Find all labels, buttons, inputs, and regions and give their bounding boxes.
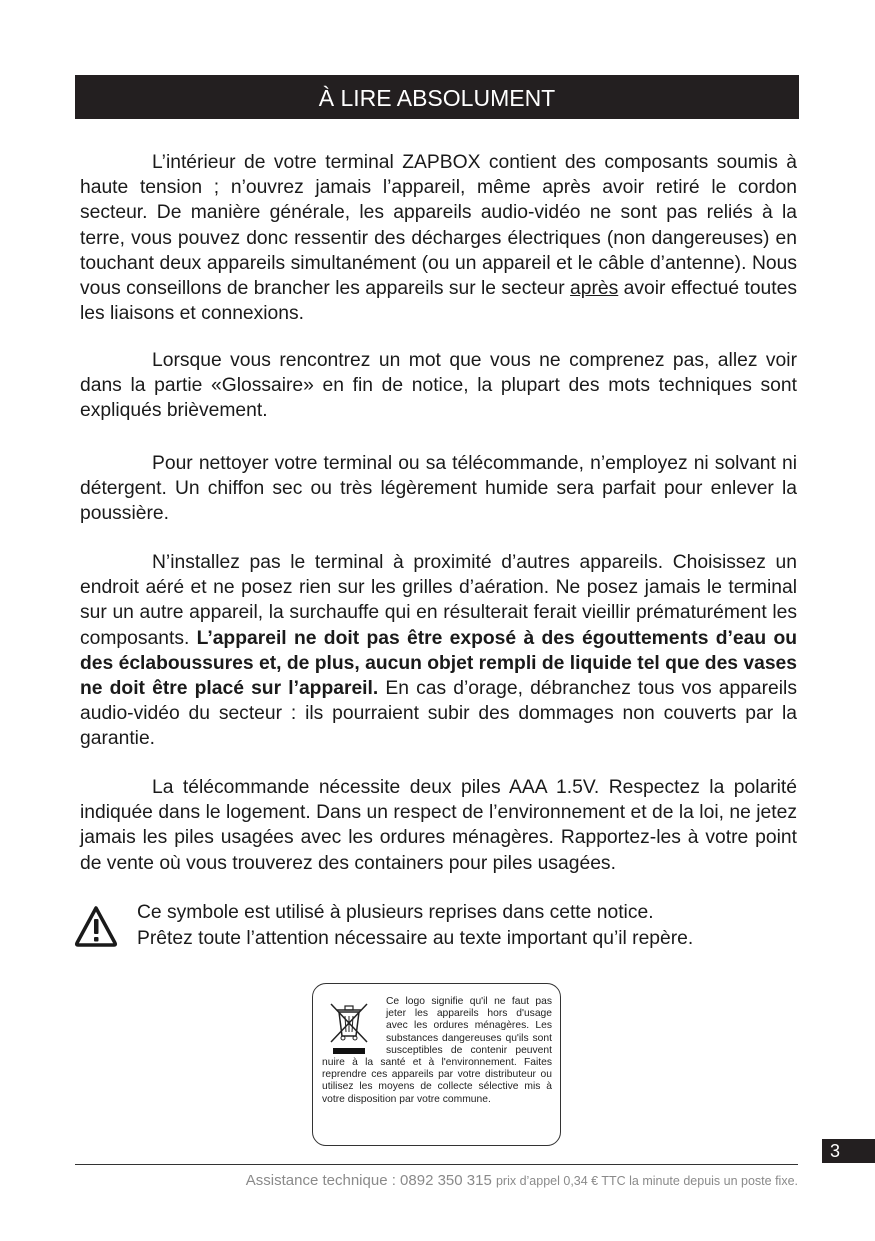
underlined-word: après	[570, 278, 619, 300]
paragraph-text: N’installez pas le terminal à proximité d’autres appareils. Choisissez un endroit aéré et ne posez rien sur les grilles d’aération. Ne posez jamais le terminal sur un autre appareil, la surchauffe qui en résulterait ferait vieillir prématurément les composants.	[80, 552, 797, 649]
paragraph-cleaning	[80, 451, 797, 527]
weee-notice-text	[322, 996, 552, 1106]
warning-note	[137, 900, 693, 952]
paragraph-text: Lorsque vous rencontrez un mot que vous ne comprenez pas, allez voir dans la partie «Glossaire» en fin de notice, la plupart des mots techniques sont expliqués brièvement.	[80, 350, 797, 422]
paragraph-text: avoir effectué toutes les liaisons et connexions.	[80, 278, 797, 325]
paragraph-high-voltage	[80, 150, 797, 326]
call-price-note: prix d’appel 0,34 € TTC la minute depuis un poste fixe.	[495, 1174, 798, 1188]
footer-support	[246, 1172, 798, 1189]
warning-line-2: Prêtez toute l’attention nécessaire au texte important qu’il repère.	[137, 928, 694, 949]
paragraph-text: Pour nettoyer votre terminal ou sa télécommande, n’employez ni solvant ni détergent. Un chiffon sec ou très légèrement humide sera parfait pour enlever la poussière.	[80, 453, 797, 525]
support-phone: Assistance technique : 0892 350 315	[245, 1172, 492, 1189]
weee-notice-box	[312, 983, 561, 1146]
footer-divider	[75, 1164, 798, 1165]
weee-text-content: Ce logo signifie qu'il ne faut pas jeter les appareils hors d'usage avec les ordures ménagères. Les substances dangereuses qu'ils sont susceptibles de contenir peuvent nuire à la santé et à l'environnement. Faites reprendre ces appareils par votre distributeur ou utilisez les moyens de collecte sélective mis à votre disposition par votre commune.	[322, 996, 552, 1105]
paragraph-text: La télécommande nécessite deux piles AAA 1.5V. Respectez la polarité indiquée dans le logement. Dans un respect de l’environnement et de la loi, ne jetez jamais les piles usagées avec les ordures ménagères. Rapportez-les à votre point de vente où vous trouverez des containers pour piles usagées.	[80, 777, 797, 874]
warning-line-1: Ce symbole est utilisé à plusieurs reprises dans cette notice.	[137, 902, 654, 923]
paragraph-batteries	[80, 775, 797, 876]
page-title: À LIRE ABSOLUMENT	[75, 75, 799, 119]
warning-triangle-icon	[74, 905, 118, 947]
paragraph-text: L’intérieur de votre terminal ZAPBOX contient des composants soumis à haute tension ; n’ouvrez jamais l’appareil, même après avoir retiré le cordon secteur. De manière générale, les appareils audio-vidéo ne sont pas reliés à la terre, vous pouvez donc ressentir des décharges électriques (non dangereuses) en touchant deux appareils simultanément (ou un appareil et le câble d’antenne). Nous vous conseillons de brancher les appareils sur le secteur	[80, 152, 797, 300]
paragraph-text: En cas d’orage, débranchez tous vos appareils audio-vidéo du secteur : ils pourraient subir des dommages non couverts par la garantie.	[80, 678, 797, 750]
paragraph-glossary	[80, 348, 797, 424]
page-number: 3	[822, 1139, 875, 1163]
bold-warning-text: L’appareil ne doit pas être exposé à des égouttements d’eau ou des éclaboussures et, de plus, aucun objet rempli de liquide tel que des vases ne doit être placé sur l’appareil.	[80, 627, 798, 700]
paragraph-installation	[80, 550, 797, 752]
